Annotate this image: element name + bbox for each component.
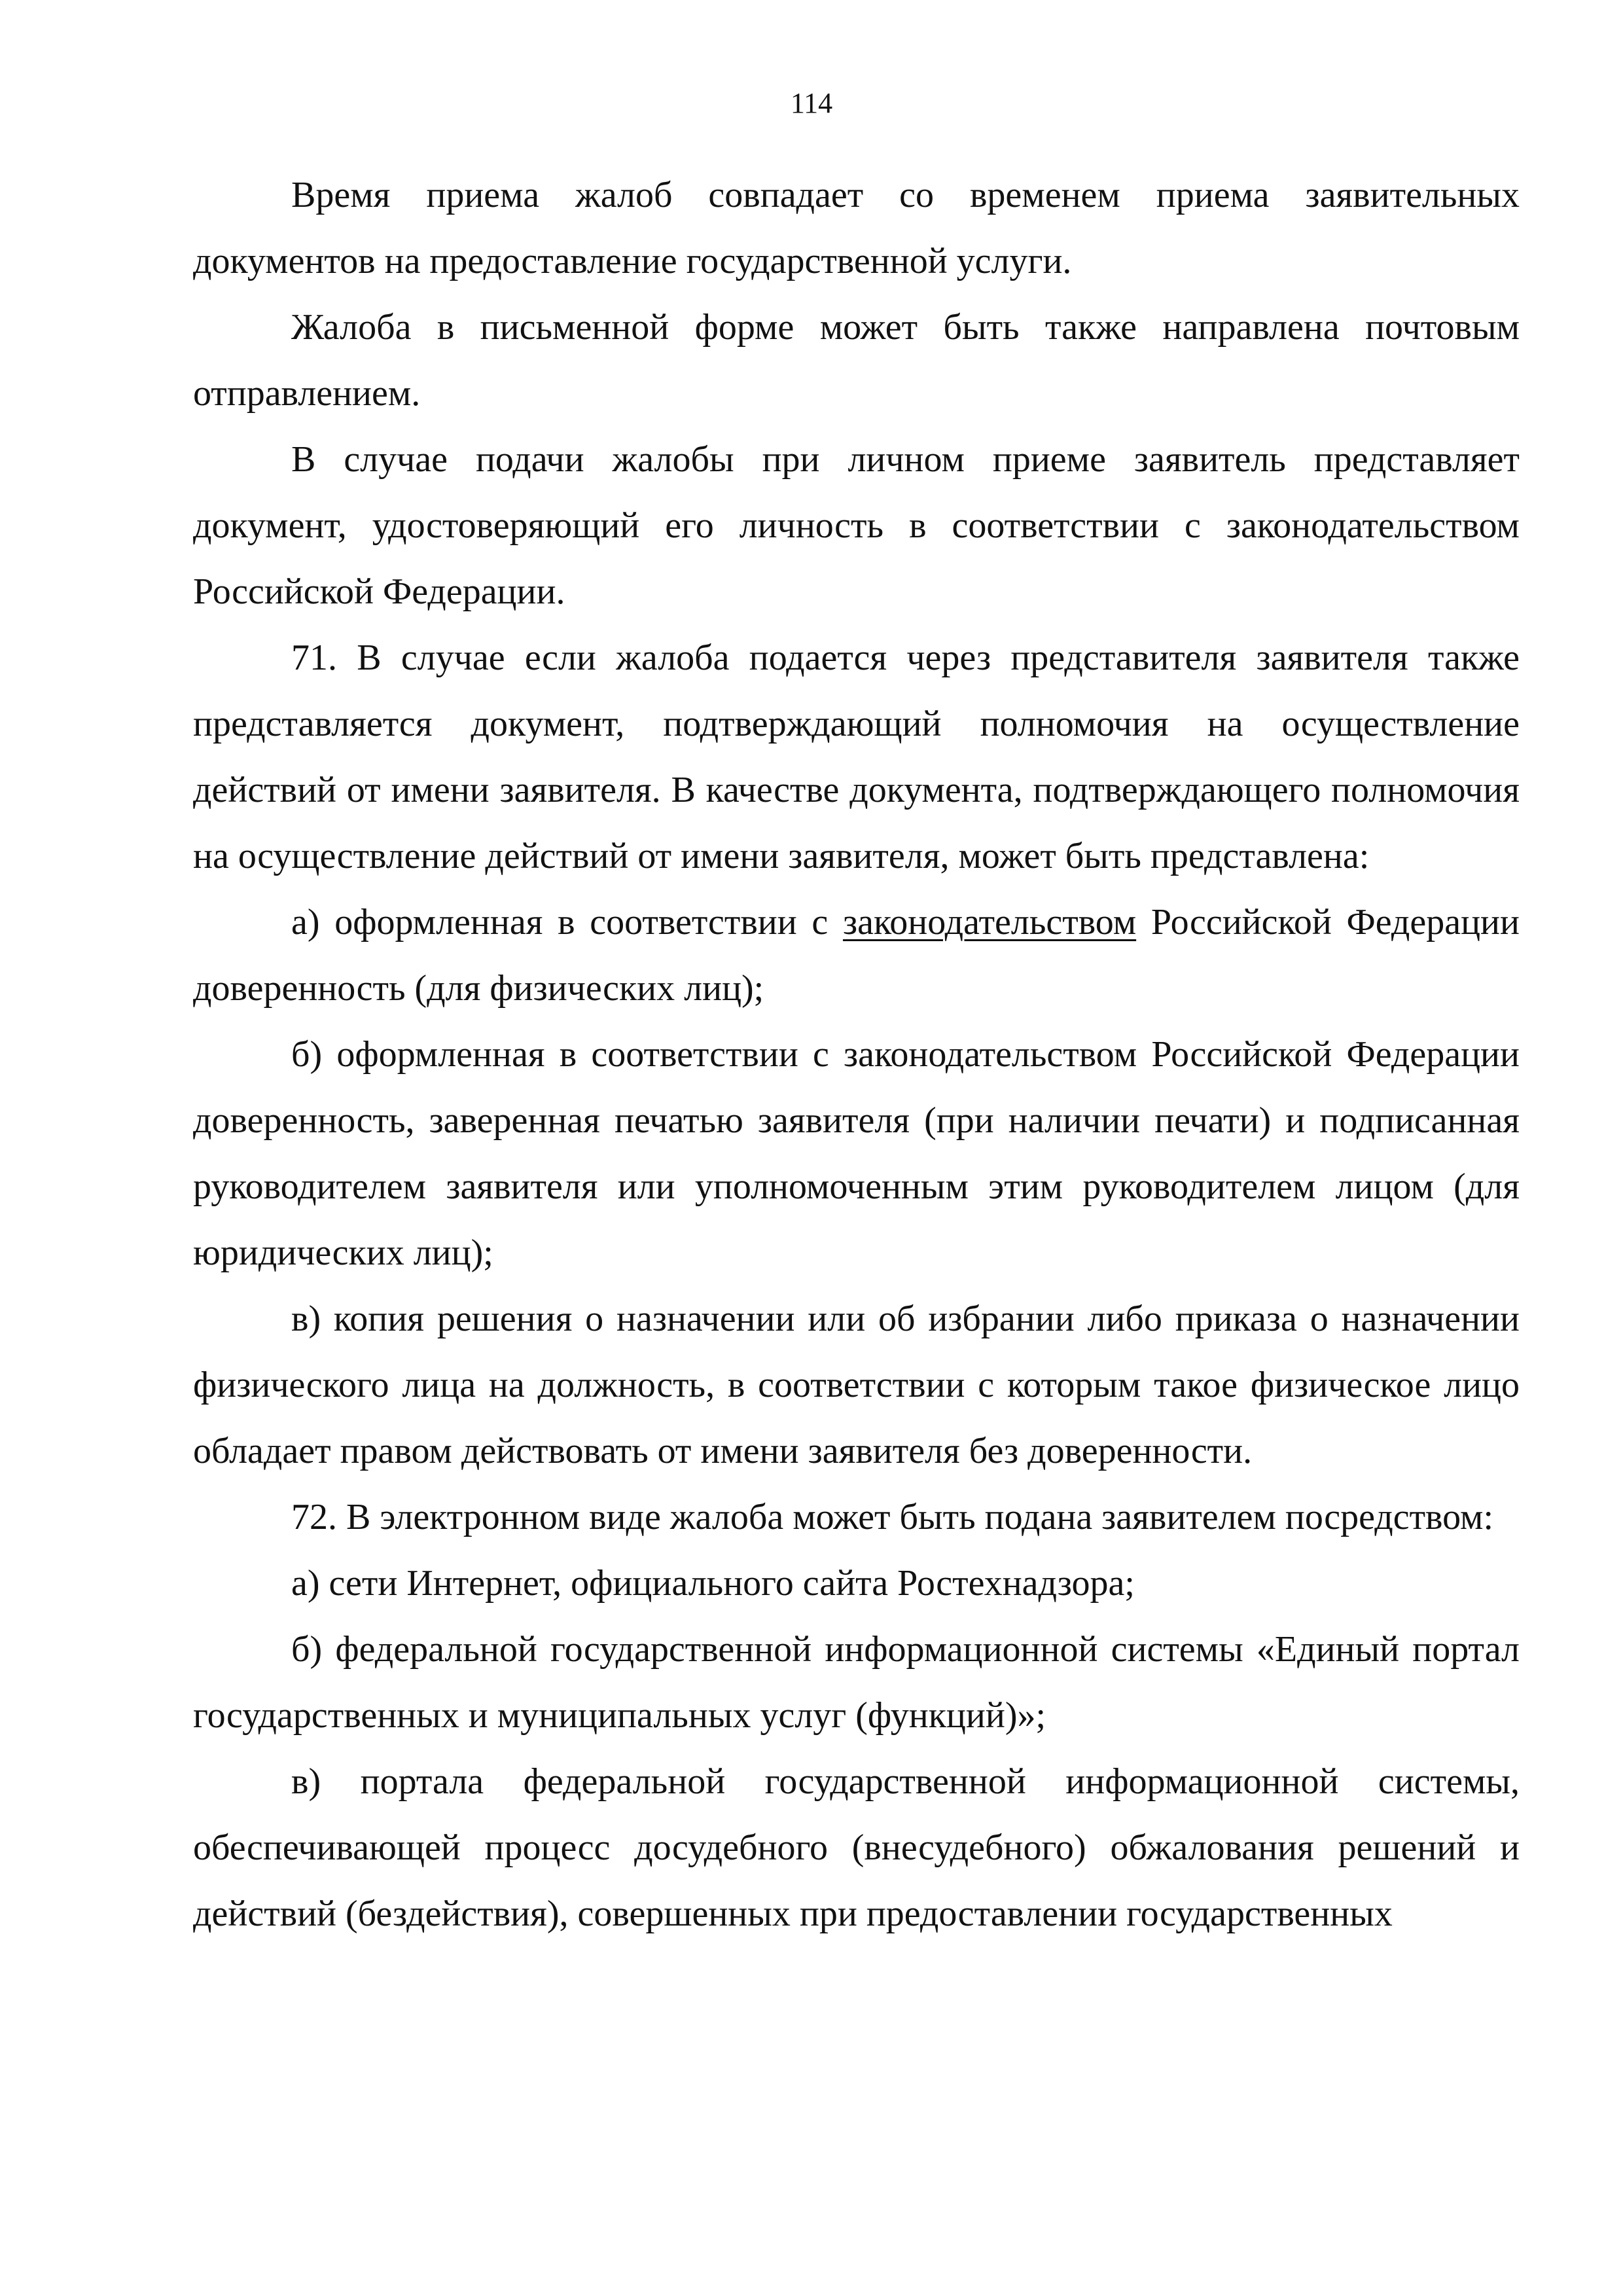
page-number: 114: [790, 87, 833, 119]
document-body: [193, 162, 1520, 1947]
paragraph-personal-submission: В случае подачи жалобы при личном приеме заявитель представляет документ, удостоверяющий его личность в соответствии с законодательством Российской Федерации.: [193, 439, 1520, 612]
legislation-link[interactable]: законодательством: [842, 902, 1137, 942]
list-item-a-internet: а) сети Интернет, официального сайта Ростехнадзора;: [291, 1563, 1135, 1604]
paragraph-postal-complaint: Жалоба в письменной форме может быть также направлена почтовым отправлением.: [193, 307, 1520, 414]
list-item-a-text-end: Российской Федерации доверенность (для физических лиц);: [193, 902, 1520, 1009]
list-item-v-appointment-copy: в) копия решения о назначении или об избрании либо приказа о назначении физического лица на должность, в соответствии с которым такое физическое лицо обладает правом действовать от имени заявителя без доверенности.: [193, 1299, 1520, 1471]
paragraph-72-electronic: 72. В электронном виде жалоба может быть подана заявителем посредством:: [291, 1497, 1494, 1537]
list-item-v-appeal-portal: в) портала федеральной государственной информационной системы, обеспечивающей процесс досудебного (внесудебного) обжалования решений и действий (бездействия), совершенных при предоставлении государственных: [193, 1761, 1520, 1934]
paragraph-complaint-time: Время приема жалоб совпадает со временем приема заявительных документов на предоставление государственной услуги.: [193, 175, 1520, 281]
list-item-a-power-of-attorney: [193, 889, 1520, 1022]
list-item-b-unified-portal: б) федеральной государственной информационной системы «Единый портал государственных и муниципальных услуг (функций)»;: [193, 1629, 1520, 1736]
list-item-a-text-start: а) оформленная в соответствии с: [291, 902, 843, 942]
list-item-b-legal-entity: б) оформленная в соответствии с законодательством Российской Федерации доверенность, заверенная печатью заявителя (при наличии печати) и подписанная руководителем заявителя или уполномоченным этим руководителем лицом (для юридических лиц);: [193, 1034, 1520, 1273]
paragraph-71-representative: 71. В случае если жалоба подается через представителя заявителя также представляется документ, подтверждающий полномочия на осуществление действий от имени заявителя. В качестве документа, подтверждающего полномочия на осуществление действий от имени заявителя, может быть представлена:: [193, 637, 1520, 876]
